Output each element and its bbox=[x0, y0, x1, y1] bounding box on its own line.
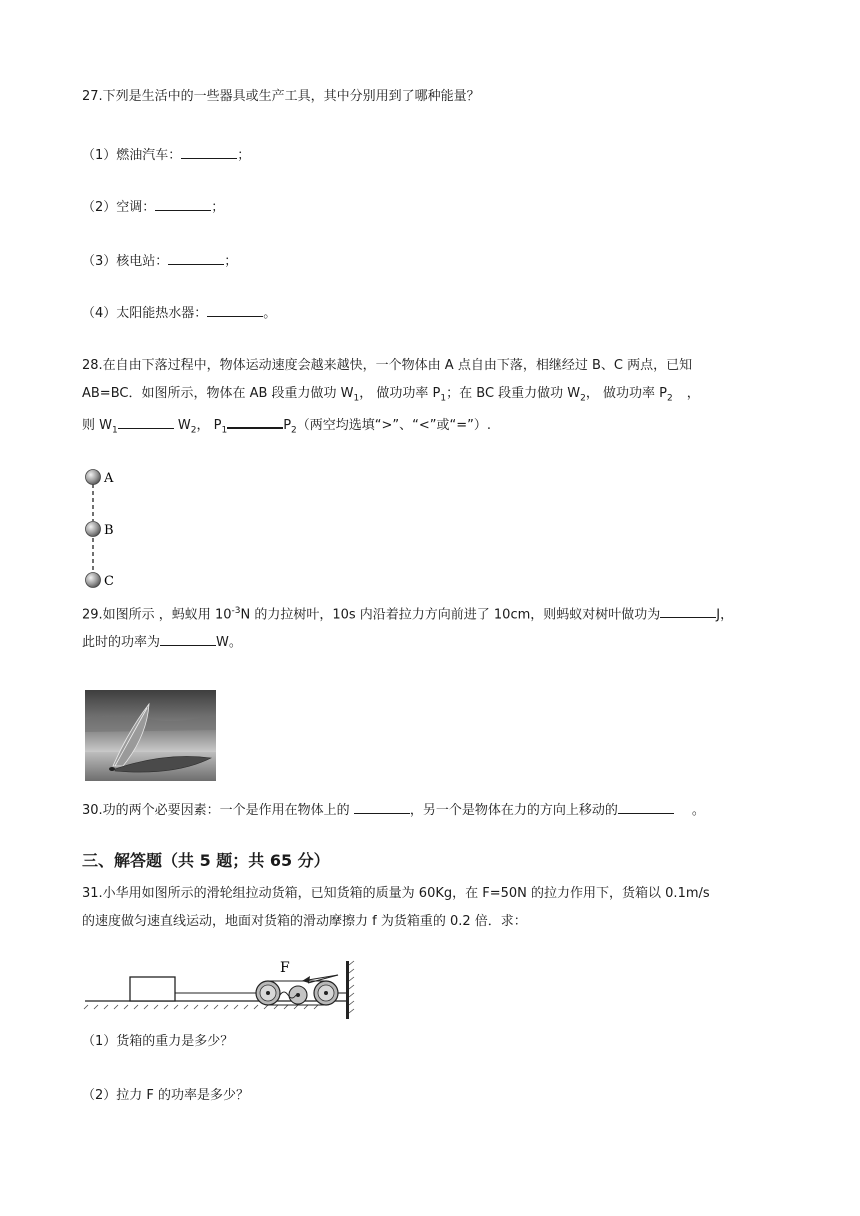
q28-line-1: 28.在自由下落过程中，物体运动速度会越来越快，一个物体由 A 点自由下落，相继经过 B、C 两点，已知 bbox=[82, 358, 693, 373]
label-a: A bbox=[104, 471, 114, 486]
q28-l3-b: W bbox=[177, 418, 191, 433]
q27-item-1-suffix: ； bbox=[237, 148, 251, 163]
q30-c: 。 bbox=[691, 803, 705, 818]
q28-l3-a: 则 W bbox=[82, 418, 112, 433]
cargo-box bbox=[130, 977, 175, 1001]
q28-blank-1[interactable] bbox=[118, 414, 174, 429]
falling-points-figure bbox=[80, 466, 130, 590]
q28-l3-d: P bbox=[283, 418, 292, 433]
q29-l2-b: W。 bbox=[216, 635, 242, 650]
q29-line-1 bbox=[82, 602, 733, 624]
force-label: F bbox=[280, 960, 290, 976]
q27-item-4 bbox=[82, 302, 276, 323]
pulley-figure bbox=[80, 955, 360, 1027]
ball-c bbox=[86, 573, 101, 588]
q28-l2-d: ， 做功功率 P bbox=[585, 386, 667, 401]
q28-l2-a: AB=BC．如图所示，物体在 AB 段重力做功 W bbox=[82, 386, 354, 401]
q27-item-3 bbox=[82, 250, 237, 271]
q28-sub: 1 bbox=[221, 425, 228, 436]
q27-blank-3[interactable] bbox=[168, 250, 224, 265]
q29-exp: -3 bbox=[231, 606, 241, 616]
q30-b: ，另一个是物体在力的方向上移动的 bbox=[409, 803, 618, 818]
ant-leaf-photo bbox=[85, 690, 216, 781]
q27-item-3-suffix: ； bbox=[224, 254, 238, 269]
label-c: C bbox=[104, 574, 114, 589]
q30-a: 30.功的两个必要因素：一个是作用在物体上的 bbox=[82, 803, 354, 818]
q27-stem: 27.下列是生活中的一些器具或生产工具，其中分别用到了哪种能量？ bbox=[82, 89, 480, 104]
q28-l2-c: ；在 BC 段重力做功 W bbox=[446, 386, 581, 401]
q29-blank-1[interactable] bbox=[660, 603, 716, 618]
label-b: B bbox=[104, 523, 114, 538]
q28-sub: 1 bbox=[440, 393, 447, 404]
q30-line bbox=[82, 799, 705, 820]
ball-b bbox=[86, 522, 101, 537]
q29-l1-a: 29.如图所示 ，蚂蚁用 10 bbox=[82, 607, 232, 623]
section-3-heading: 三、解答题（共 5 题；共 65 分） bbox=[82, 851, 330, 870]
q29-blank-2[interactable] bbox=[160, 631, 216, 646]
force-arrow bbox=[302, 976, 310, 983]
q28-sub: 2 bbox=[580, 393, 586, 404]
q28-sub: 2 bbox=[291, 425, 297, 436]
q27-item-4-suffix: 。 bbox=[263, 306, 277, 321]
q28-l3-e: （两空均选填“>”、“<”或“=”）. bbox=[296, 418, 491, 433]
q28-l2-e: ， bbox=[686, 386, 700, 401]
q28-sub: 2 bbox=[190, 425, 197, 436]
q27-blank-4[interactable] bbox=[207, 302, 263, 317]
q28-blank-2[interactable] bbox=[227, 413, 283, 429]
q28-line-2 bbox=[82, 385, 700, 408]
q29-line-2 bbox=[82, 631, 242, 652]
q27-item-2-suffix: ； bbox=[211, 200, 225, 215]
q28-sub: 1 bbox=[353, 393, 360, 404]
q27-item-2 bbox=[82, 196, 224, 217]
q27-item-1-prefix: （1）燃油汽车： bbox=[82, 148, 182, 163]
q28-sub: 2 bbox=[667, 393, 673, 404]
q27-blank-1[interactable] bbox=[181, 144, 237, 159]
q28-line-3 bbox=[82, 413, 491, 440]
q28-l2-b: ， 做功功率 P bbox=[359, 386, 441, 401]
q28-l3-c: ， P bbox=[196, 418, 222, 433]
q27-item-1 bbox=[82, 144, 250, 165]
q30-blank-1[interactable] bbox=[354, 799, 410, 814]
q31-line-2: 的速度做匀速直线运动，地面对货箱的滑动摩擦力 f 为货箱重的 0.2 倍．求： bbox=[82, 914, 527, 929]
q31-line-1: 31.小华用如图所示的滑轮组拉动货箱，已知货箱的质量为 60Kg，在 F=50N 的拉力作用下，货箱以 0.1m/s bbox=[82, 886, 710, 901]
q29-l2-a: 此时的功率为 bbox=[82, 635, 161, 650]
q31-sub-2: （2）拉力 F 的功率是多少？ bbox=[82, 1088, 250, 1103]
q29-l1-b: N 的力拉树叶，10s 内沿着拉力方向前进了 10cm，则蚂蚁对树叶做功为 bbox=[240, 607, 661, 623]
q27-item-3-prefix: （3）核电站： bbox=[82, 254, 169, 269]
q31-sub-1: （1）货箱的重力是多少？ bbox=[82, 1034, 234, 1049]
q29-l1-c: J， bbox=[716, 607, 734, 623]
q27-blank-2[interactable] bbox=[155, 196, 211, 211]
q28-sub: 1 bbox=[112, 425, 118, 436]
q30-blank-2[interactable] bbox=[618, 799, 674, 814]
q27-item-4-prefix: （4）太阳能热水器： bbox=[82, 306, 208, 321]
ball-a bbox=[86, 470, 101, 485]
q27-item-2-prefix: （2）空调： bbox=[82, 200, 156, 215]
